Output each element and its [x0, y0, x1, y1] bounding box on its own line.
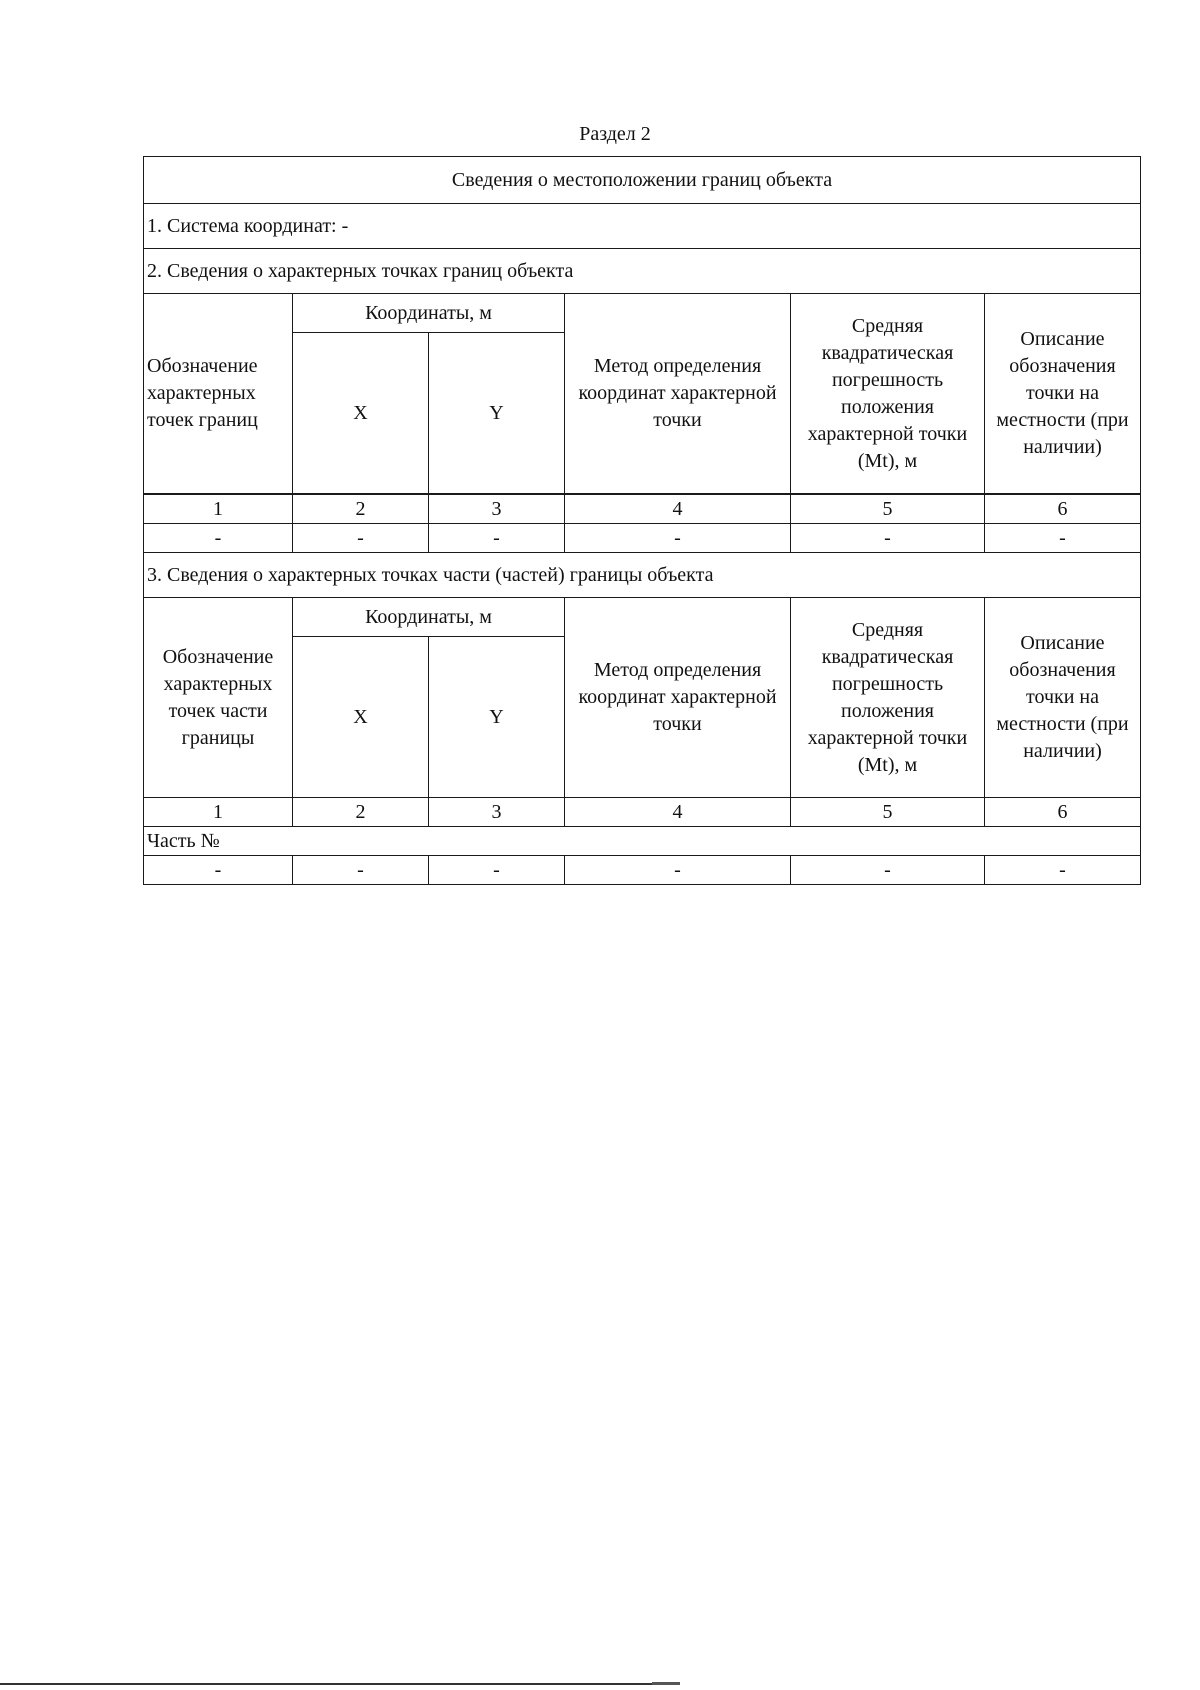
block2-title: 2. Сведения о характерных точках границ объекта: [144, 249, 1141, 294]
block3-column-number: 2: [293, 798, 429, 827]
table-cell: -: [429, 524, 565, 553]
block2-column-number: 5: [791, 494, 985, 524]
block3-column-number: 3: [429, 798, 565, 827]
block3-column-number: 5: [791, 798, 985, 827]
table-row: [144, 524, 1141, 553]
table-row: [144, 856, 1141, 885]
block3-header-coordinates: Координаты, м: [293, 598, 565, 637]
block2-header-description: Описание обозначения точки на местности (при наличии): [985, 294, 1141, 495]
block3-header-method: Метод определения координат характерной точки: [565, 598, 791, 798]
block2-header-error: Средняя квадратическая погрешность положения характерной точки (Mt), м: [791, 294, 985, 495]
block2-header-x: X: [293, 333, 429, 495]
table-title: Сведения о местоположении границ объекта: [144, 157, 1141, 204]
coordinate-system: 1. Система координат: -: [144, 204, 1141, 249]
block3-header-point-designation: Обозначение характерных точек части границы: [144, 598, 293, 798]
boundary-table: [143, 156, 1141, 885]
block2-column-number: 4: [565, 494, 791, 524]
block3-header-description: Описание обозначения точки на местности (при наличии): [985, 598, 1141, 798]
block2-header-y: Y: [429, 333, 565, 495]
block2-header-method: Метод определения координат характерной точки: [565, 294, 791, 495]
table-cell: -: [293, 856, 429, 885]
part-label: Часть №: [144, 827, 1141, 856]
table-cell: -: [144, 856, 293, 885]
block3-title: 3. Сведения о характерных точках части (частей) границы объекта: [144, 553, 1141, 598]
block3-header-x: X: [293, 637, 429, 798]
block2-column-number: 2: [293, 494, 429, 524]
block3-column-numbers-row: [144, 798, 1141, 827]
table-cell: -: [791, 856, 985, 885]
block3-header-error: Средняя квадратическая погрешность положения характерной точки (Mt), м: [791, 598, 985, 798]
block2-header-coordinates: Координаты, м: [293, 294, 565, 333]
section-heading: Раздел 2: [579, 123, 651, 145]
table-cell: -: [565, 524, 791, 553]
block3-column-number: 1: [144, 798, 293, 827]
table-cell: -: [791, 524, 985, 553]
block2-column-number: 6: [985, 494, 1141, 524]
block2-column-number: 3: [429, 494, 565, 524]
block2-column-numbers-row: [144, 494, 1141, 524]
block2-header-point-designation: Обозначение характерных точек границ: [144, 294, 293, 495]
table-cell: -: [565, 856, 791, 885]
table-cell: -: [429, 856, 565, 885]
table-cell: -: [144, 524, 293, 553]
block3-header-y: Y: [429, 637, 565, 798]
scan-edge-line: [0, 1683, 660, 1685]
block2-column-number: 1: [144, 494, 293, 524]
block3-column-number: 6: [985, 798, 1141, 827]
block3-column-number: 4: [565, 798, 791, 827]
scan-edge-mark: [652, 1682, 680, 1685]
table-cell: -: [985, 856, 1141, 885]
table-cell: -: [293, 524, 429, 553]
table-cell: -: [985, 524, 1141, 553]
